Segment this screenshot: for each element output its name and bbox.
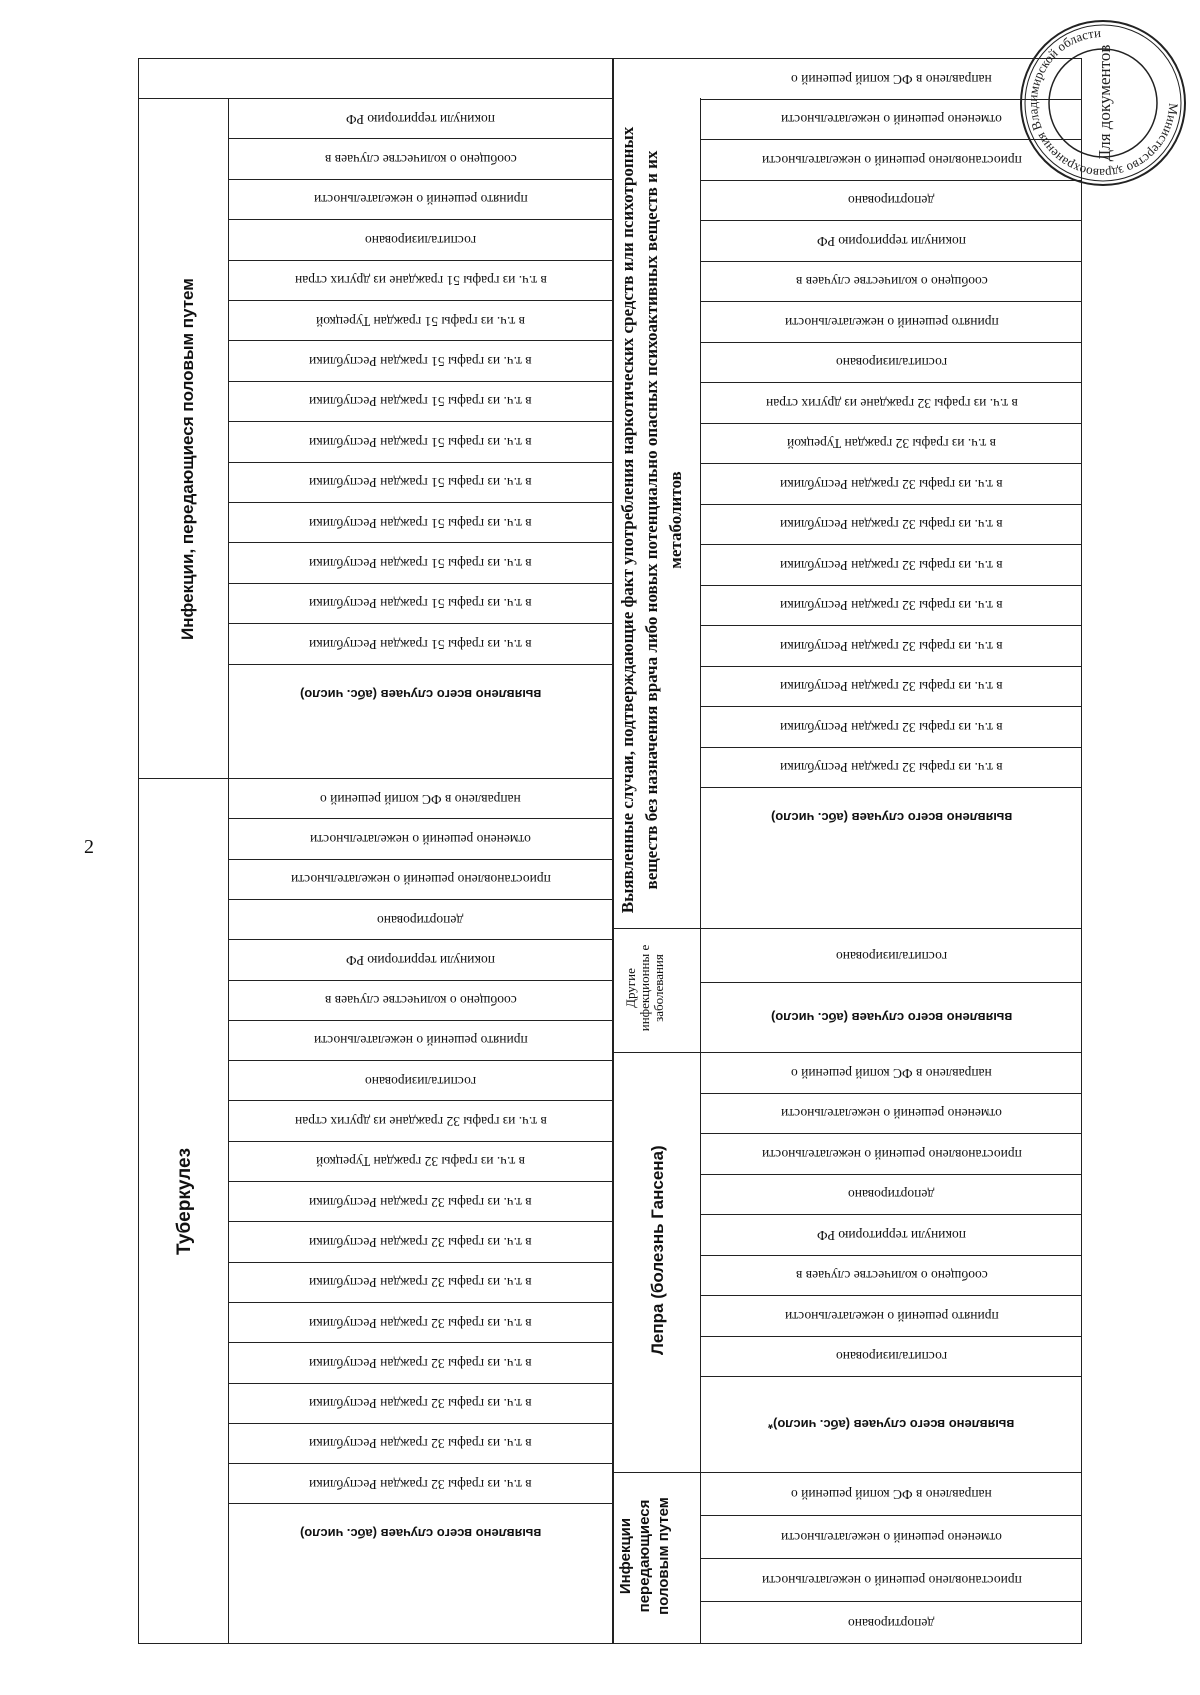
cell-label: принято решений о нежелательности (313, 1033, 528, 1049)
left-group-separator (138, 778, 228, 779)
cell-label: в т.ч. из графы 32 граждан Республики (780, 679, 1003, 695)
total-label: выявлено всего случаев (абс. число) (770, 810, 1013, 825)
table-cell (701, 1214, 1082, 1255)
cell-label: в т.ч. из графы 32 граждан Республики (309, 1234, 532, 1250)
table-cell (701, 747, 1082, 788)
table-cell (229, 1423, 612, 1463)
cell-label: принято решений о нежелательности (784, 1308, 999, 1324)
cell-label: в т.ч. из графы 32 граждан Республики (309, 1194, 532, 1210)
total-cell (701, 787, 1082, 847)
table-cell (229, 1342, 612, 1382)
table-cell (701, 1558, 1082, 1601)
official-seal-stamp (1018, 18, 1188, 188)
total-label: выявлено всего случаев (абс. число) (770, 1010, 1013, 1025)
table-cell (229, 138, 612, 178)
cell-label: в т.ч. из графы 32 граждан Республики (780, 760, 1003, 776)
cell-label: приостановлено решений о нежелательности (290, 872, 551, 888)
table-cell (701, 1093, 1082, 1134)
cell-label: госпитализировано (835, 1349, 948, 1365)
table-cell (229, 980, 612, 1020)
table-cell (229, 502, 612, 542)
total-cell (701, 982, 1082, 1052)
table-cell (701, 1133, 1082, 1174)
table-cell (701, 706, 1082, 747)
cell-label: отменено решений о нежелательности (310, 831, 531, 847)
cell-label: в т.ч. из графы 32 граждане из других стран (765, 395, 1018, 411)
table-cell (229, 1020, 612, 1060)
cell-label: направлено в ФС копий решений о (320, 791, 521, 807)
group-label-narcotics: Выявленные случаи, подтверждающие факт употребления наркотических средств или психотропных веществ без назначения врача либо новых потенциально опасных психоактивных веществ и их метаболитов (618, 126, 685, 914)
stamp-center-text: Для документов (1095, 44, 1114, 162)
group-label-other-infections: Другие инфекционны е заболевания (623, 944, 666, 1032)
table-cell (229, 583, 612, 623)
table-cell (229, 818, 612, 858)
group-label-lepra: Лепра (болезнь Гансена) (648, 1145, 667, 1355)
total-label: выявлено всего случаев (абс. число) (299, 686, 542, 702)
table-cell (229, 778, 612, 818)
table-cell (701, 585, 1082, 626)
cell-label: направлено в ФС копий решений о (791, 1065, 992, 1081)
cell-label: сообщено о количестве случаев в (795, 1268, 988, 1284)
table-cell (229, 260, 612, 300)
table-cell (229, 1262, 612, 1302)
cell-label: в т.ч. из графы 32 граждан Республики (780, 557, 1003, 573)
right-sep-1 (612, 928, 700, 929)
cell-label: депортировано (848, 193, 935, 209)
group-label-stis-left: Инфекции, передающиеся половым путем (178, 278, 197, 640)
cell-label: депортировано (848, 1187, 935, 1203)
page-number: 2 (84, 836, 94, 858)
total-cell (229, 664, 612, 724)
table-cell (229, 300, 612, 340)
table-cell (229, 939, 612, 979)
cell-label: принято решений о нежелательности (784, 314, 999, 330)
table-cell (701, 1255, 1082, 1296)
table-cell (701, 1336, 1082, 1377)
cell-label: в т.ч. из графы 32 граждан Республики (309, 1476, 532, 1492)
cell-label: в т.ч. из графы 51 граждан Республики (309, 394, 532, 410)
table-cell (229, 1221, 612, 1261)
cell-label: отменено решений о нежелательности (781, 1530, 1002, 1545)
table-cell (229, 1463, 612, 1503)
table-cell (229, 340, 612, 380)
cell-label: госпитализировано (364, 1073, 477, 1089)
cell-label: госпитализировано (835, 355, 948, 371)
table-cell (701, 463, 1082, 504)
cell-label: в т.ч. из графы 32 граждан Республики (780, 719, 1003, 735)
cell-label: приостановлено решений о нежелательности (761, 1573, 1022, 1588)
table-cell (701, 220, 1082, 261)
cell-label: госпитализировано (835, 948, 948, 964)
cell-label: отменено решений о нежелательности (781, 1106, 1002, 1122)
cell-label: отменено решений о нежелательности (781, 112, 1002, 128)
table-cell (701, 342, 1082, 383)
table-cell (229, 859, 612, 899)
cell-label: в т.ч. из графы 32 граждан Республики (780, 598, 1003, 614)
cell-label: в т.ч. из графы 51 граждан Республики (309, 354, 532, 370)
cell-label: депортировано (848, 1616, 935, 1631)
cell-label: госпитализировано (364, 232, 477, 248)
right-sep-3 (612, 1472, 700, 1473)
table-cell (229, 1100, 612, 1140)
cell-label: в т.ч. из графы 51 граждане из других стран (294, 273, 547, 289)
cell-label: в т.ч. из графы 51 граждан Республики (309, 556, 532, 572)
cell-label: в т.ч. из графы 32 граждан Республики (309, 1355, 532, 1371)
table-cell (229, 1302, 612, 1342)
cell-label: сообщено о количестве случаев в (795, 274, 988, 290)
table-cell (701, 1295, 1082, 1336)
cell-label: принято решений о нежелательности (313, 192, 528, 208)
cell-label: направлено в ФС копий решений о (791, 71, 992, 87)
total-cell (701, 1376, 1082, 1472)
table-cell (701, 625, 1082, 666)
cell-label: в т.ч. из графы 51 граждан Турецкой (315, 313, 526, 329)
table-cell (229, 1181, 612, 1221)
total-label: выявлено всего случаев (абс. число) (299, 1526, 542, 1542)
table-cell (229, 98, 612, 138)
table-cell (701, 928, 1082, 982)
cell-label: в т.ч. из графы 32 граждан Республики (309, 1315, 532, 1331)
total-cell (229, 1503, 612, 1563)
cell-label: в т.ч. из графы 32 граждан Республики (309, 1436, 532, 1452)
cell-label: в т.ч. из графы 32 граждан Республики (780, 476, 1003, 492)
table-cell (701, 1174, 1082, 1215)
cell-label: в т.ч. из графы 32 граждан Республики (309, 1275, 532, 1291)
cell-label: в т.ч. из графы 51 граждан Республики (309, 475, 532, 491)
cell-label: в т.ч. из графы 51 граждан Республики (309, 596, 532, 612)
cell-label: сообщено о количестве случаев в (324, 152, 517, 168)
table-header-strip (138, 58, 612, 99)
table-cell (701, 544, 1082, 585)
cell-label: приостановлено решений о нежелательности (761, 152, 1022, 168)
table-cell (229, 179, 612, 219)
table-cell (701, 1515, 1082, 1558)
table-cell (701, 423, 1082, 464)
cell-label: в т.ч. из графы 51 граждан Республики (309, 434, 532, 450)
total-label: выявлено всего случаев (абс. число)* (768, 1417, 1015, 1432)
cell-label: приостановлено решений о нежелательности (761, 1146, 1022, 1162)
table-cell (701, 1052, 1082, 1093)
cell-label: в т.ч. из графы 32 граждан Республики (780, 638, 1003, 654)
cell-label: в т.ч. из графы 32 граждане из других стран (294, 1114, 547, 1130)
group-label-stis-right: Инфекции передающиеся половым путем (617, 1497, 672, 1615)
cell-label: покинули территорию РФ (817, 233, 966, 249)
table-cell (229, 219, 612, 259)
cell-label: в т.ч. из графы 51 граждан Республики (309, 636, 532, 652)
table-cell (701, 1472, 1082, 1515)
table-cell (229, 1060, 612, 1100)
group-label-tuberculosis: Туберкулез (174, 1147, 195, 1255)
table-cell (229, 542, 612, 582)
table-cell (701, 666, 1082, 707)
cell-label: в т.ч. из графы 51 граждан Республики (309, 515, 532, 531)
table-cell (701, 382, 1082, 423)
cell-label: в т.ч. из графы 32 граждан Турецкой (786, 436, 997, 452)
cell-label: в т.ч. из графы 32 граждан Республики (309, 1396, 532, 1412)
right-sep-2 (612, 1052, 700, 1053)
table-cell (701, 261, 1082, 302)
table-cell (229, 1141, 612, 1181)
table-cell (229, 899, 612, 939)
cell-label: депортировано (377, 912, 464, 928)
table-cell (701, 504, 1082, 545)
table-cell (229, 421, 612, 461)
stamp-ring-text: Министерство здравоохранения Владимирской области (1024, 24, 1182, 182)
cell-label: покинули территорию РФ (346, 952, 495, 968)
table-cell (229, 1383, 612, 1423)
table-cell (229, 623, 612, 663)
table-cell (701, 301, 1082, 342)
cell-label: сообщено о количестве случаев в (324, 993, 517, 1009)
cell-label: покинули территорию РФ (346, 111, 495, 127)
cell-label: в т.ч. из графы 32 граждан Турецкой (315, 1154, 526, 1170)
cell-label: направлено в ФС копий решений о (791, 1487, 992, 1502)
table-cell (701, 1601, 1082, 1644)
cell-label: в т.ч. из графы 32 граждан Республики (780, 517, 1003, 533)
table-cell (229, 381, 612, 421)
table-column-divider (612, 58, 614, 1644)
table-cell (229, 462, 612, 502)
cell-label: покинули территорию РФ (817, 1227, 966, 1243)
